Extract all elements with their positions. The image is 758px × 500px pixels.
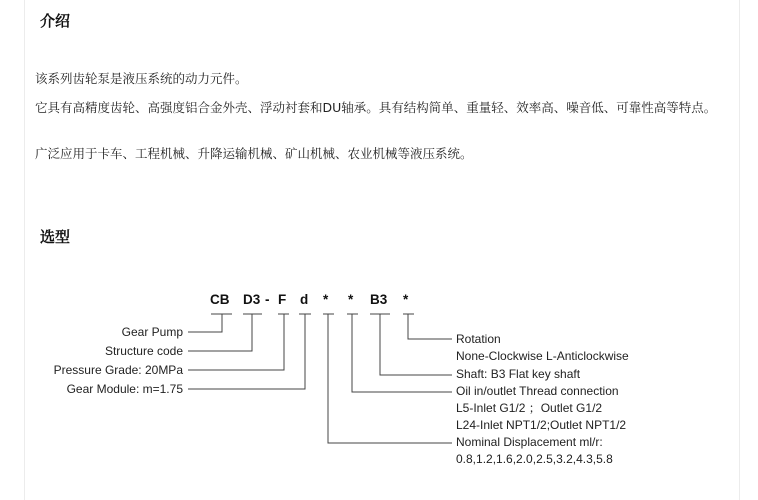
label-displacement: Nominal Displacement ml/r: xyxy=(456,435,603,449)
label-pressure-grade: Pressure Grade: 20MPa xyxy=(53,363,183,377)
leader-rotation xyxy=(408,314,452,339)
intro-paragraph-2: 它具有高精度齿轮、高强度铝合金外壳、浮动衬套和DU轴承。具有结构简单、重量轻、效率高、噪音低、可靠性高等特点。 xyxy=(35,100,717,115)
label-l5: L5-Inlet G1/2 ；Outlet G1/2 xyxy=(456,401,603,415)
intro-paragraph-1: 该系列齿轮泵是液压系统的动力元件。 xyxy=(35,71,248,86)
leader-displacement xyxy=(328,314,452,443)
leader-gear-pump xyxy=(188,314,222,332)
label-displacement-values: 0.8,1.2,1.6,2.0,2.5,3.2,4.3,5.8 xyxy=(456,452,613,466)
label-l24: L24-Inlet NPT1/2;Outlet NPT1/2 xyxy=(456,418,627,432)
code-dash: - xyxy=(265,292,270,307)
selection-heading: 选型 xyxy=(40,228,71,246)
label-gear-pump: Gear Pump xyxy=(121,325,183,339)
code-d3: D3 xyxy=(243,292,261,307)
code-d: d xyxy=(300,292,309,307)
intro-heading: 介绍 xyxy=(40,12,71,30)
code-f: F xyxy=(278,292,287,307)
leader-pressure xyxy=(188,314,284,370)
label-rotation: Rotation xyxy=(456,332,501,346)
label-structure-code: Structure code xyxy=(104,344,183,358)
intro-paragraph-3: 广泛应用于卡车、工程机械、升降运输机械、矿山机械、农业机械等液压系统。 xyxy=(35,146,473,161)
code-star-2: * xyxy=(348,292,354,307)
leader-shaft xyxy=(380,314,452,375)
label-shaft: Shaft: B3 Flat key shaft xyxy=(456,367,581,381)
label-rotation-options: None-Clockwise L-Anticlockwise xyxy=(456,349,629,363)
code-cb: CB xyxy=(210,292,230,307)
leader-oil xyxy=(352,314,452,392)
code-b3: B3 xyxy=(370,292,388,307)
code-star-3: * xyxy=(403,292,409,307)
label-gear-module: Gear Module: m=1.75 xyxy=(66,382,183,396)
code-star-1: * xyxy=(323,292,329,307)
label-oil-connection: Oil in/outlet Thread connection xyxy=(456,384,619,398)
